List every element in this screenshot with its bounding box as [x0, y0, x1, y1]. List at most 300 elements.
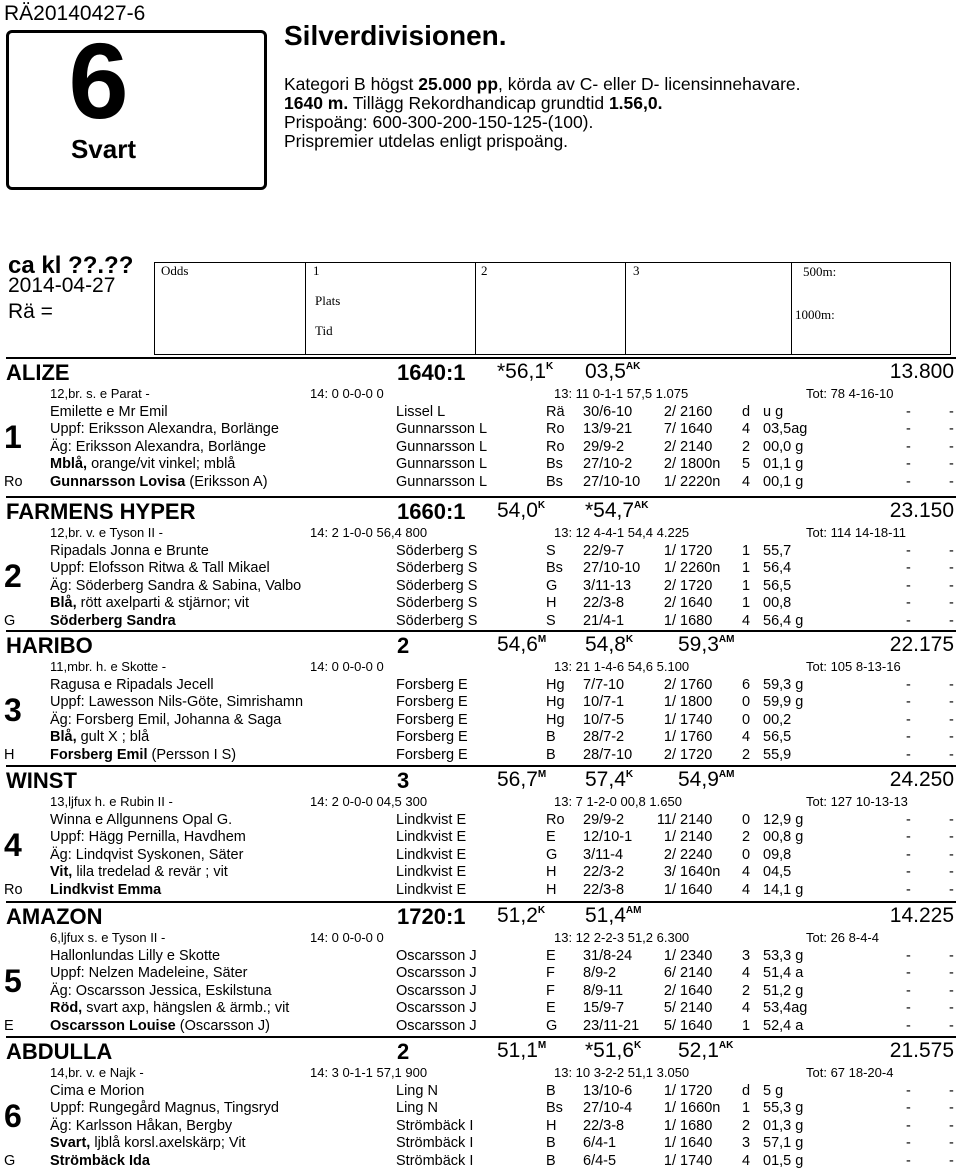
start-a: -	[906, 982, 911, 999]
horse-earnings: 21.575	[889, 1039, 954, 1062]
start-track: H	[546, 864, 557, 881]
start-time: 01,3 g	[763, 1117, 804, 1134]
start-b: -	[949, 747, 954, 763]
start-place: 1/	[663, 694, 676, 711]
start-track: S	[546, 613, 556, 629]
start-a: -	[906, 1135, 911, 1152]
start-place: 6/	[663, 965, 676, 982]
horse-record	[678, 633, 734, 657]
start-spar: 4	[742, 613, 751, 629]
text-segment: 1640 m.	[284, 93, 349, 113]
start-b: -	[949, 982, 954, 999]
start-time: 55,7	[763, 542, 792, 559]
text-segment: Gunnarsson Lovisa	[50, 474, 186, 490]
horse-record	[585, 633, 633, 657]
start-a: -	[906, 747, 911, 763]
start-trainer: Oscarsson J	[396, 982, 477, 999]
text-segment: Uppf: Eriksson Alexandra, Borlänge	[50, 421, 279, 438]
text-segment: Hallonlundas Lilly e Skotte	[50, 947, 221, 964]
start-place: 2/	[663, 846, 676, 863]
start-date: 12/10-1	[583, 829, 633, 846]
start-time: 00,0 g	[763, 438, 804, 455]
start-trainer: Söderberg S	[396, 542, 478, 559]
record-time: *54,7	[585, 499, 635, 522]
start-b: -	[949, 421, 954, 438]
record-time: 57,4	[585, 768, 626, 791]
start-track: Bs	[546, 1100, 563, 1117]
start-date: 22/9-7	[583, 542, 625, 559]
horse-name: ALIZE	[6, 360, 70, 385]
start-trainer: Lindkvist E	[396, 811, 467, 828]
start-spar: 5	[742, 456, 751, 473]
start-b: -	[949, 1117, 954, 1134]
start-place: 2/	[663, 595, 676, 612]
odds-divider	[305, 263, 306, 354]
text-segment: (Oscarsson J)	[175, 1018, 270, 1034]
text-segment: (Persson I S)	[147, 747, 237, 763]
start-trainer: Ling N	[396, 1100, 438, 1117]
start-b: -	[949, 613, 954, 629]
start-time: 00,1 g	[763, 474, 804, 490]
start-track: Ro	[546, 421, 565, 438]
start-b: -	[949, 577, 954, 594]
start-place: 1/	[663, 711, 676, 728]
start-dist: 1800n	[680, 456, 721, 473]
text-segment: Emilette e Mr Emil	[50, 403, 168, 420]
horse-record	[497, 633, 546, 657]
text-segment: Ripadals Jonna e Brunte	[50, 542, 209, 559]
start-dist: 1720	[680, 542, 713, 559]
horse-record	[585, 904, 641, 928]
record-type: K	[537, 500, 546, 511]
start-a: -	[906, 882, 911, 898]
horse-detail-line	[50, 677, 214, 693]
start-spar: 0	[742, 711, 751, 728]
horse-detail-line	[50, 694, 303, 710]
text-segment: Kategori B högst	[284, 74, 419, 94]
start-spar: 1	[742, 1018, 751, 1034]
start-date: 7/7-10	[583, 676, 625, 693]
start-spar: 2	[742, 747, 751, 763]
horse-distance: 1660:1	[397, 499, 466, 524]
record-type: K	[625, 634, 634, 645]
start-a: -	[906, 1117, 911, 1134]
start-trainer: Strömbäck I	[396, 1153, 474, 1169]
race-time: ca kl ??.??	[8, 252, 134, 279]
start-a: -	[906, 676, 911, 693]
horse-detail-line	[50, 712, 281, 728]
odds-col-2: 2	[481, 263, 488, 278]
start-date: 22/3-8	[583, 882, 625, 898]
record-time: *51,6	[585, 1039, 635, 1062]
start-trainer: Oscarsson J	[396, 965, 477, 982]
horse-detail-line	[50, 1018, 270, 1034]
text-segment: 25.000 pp	[418, 74, 499, 94]
horse-age-sire: 12,br. s. e Parat -	[50, 386, 150, 401]
start-time: 55,3 g	[763, 1100, 804, 1117]
start-place: 2/	[663, 747, 676, 763]
start-date: 30/6-10	[583, 403, 633, 420]
text-segment: Blå,	[50, 595, 77, 612]
record-time: 54,8	[585, 633, 626, 656]
start-date: 28/7-10	[583, 747, 633, 763]
start-dist: 1760	[680, 676, 713, 693]
record-type: AM	[718, 769, 735, 780]
record-type: AK	[625, 361, 641, 372]
start-a: -	[906, 438, 911, 455]
odds-col-1: 1	[313, 263, 320, 278]
start-trainer: Strömbäck I	[396, 1135, 474, 1152]
start-time: 53,3 g	[763, 947, 804, 964]
race-number: 6	[68, 20, 127, 141]
horse-stats-2013: 13: 7 1-2-0 00,8 1.650	[554, 794, 682, 809]
record-type: AM	[625, 905, 642, 916]
text-segment: Uppf: Hägg Pernilla, Havdhem	[50, 829, 246, 846]
start-number: 1	[4, 419, 22, 456]
horse-stats-total: Tot: 78 4-16-10	[806, 386, 894, 401]
driver-district: E	[4, 1018, 14, 1034]
horse-record	[585, 499, 649, 523]
start-spar: 4	[742, 729, 751, 746]
start-a: -	[906, 947, 911, 964]
start-b: -	[949, 711, 954, 728]
start-spar: 2	[742, 829, 751, 846]
odds-col-3: 3	[633, 263, 640, 278]
start-number: 2	[4, 558, 22, 595]
start-spar: 1	[742, 1100, 751, 1117]
start-trainer: Forsberg E	[396, 729, 468, 746]
start-b: -	[949, 595, 954, 612]
start-a: -	[906, 1153, 911, 1169]
start-spar: 3	[742, 1135, 751, 1152]
start-b: -	[949, 694, 954, 711]
start-time: 00,8 g	[763, 829, 804, 846]
text-segment: Äg: Söderberg Sandra & Sabina, Valbo	[50, 577, 302, 594]
start-track: Hg	[546, 694, 565, 711]
start-place: 1/	[663, 613, 676, 629]
start-dist: 1680	[680, 613, 713, 629]
start-a: -	[906, 595, 911, 612]
record-time: 51,1	[497, 1039, 538, 1062]
condition-line	[284, 74, 801, 95]
start-place: 1/	[663, 1100, 676, 1117]
horse-record	[585, 1039, 641, 1063]
text-segment: Äg: Karlsson Håkan, Bergby	[50, 1117, 233, 1134]
horse-stats-2014: 14: 2 0-0-0 04,5 300	[310, 794, 428, 809]
start-dist: 1740	[680, 1153, 713, 1169]
start-time: 56,4 g	[763, 613, 804, 629]
horse-stats-total: Tot: 105 8-13-16	[806, 659, 901, 674]
horse-detail-line	[50, 1135, 246, 1151]
horse-detail-line	[50, 1000, 289, 1016]
record-type: M	[537, 1040, 547, 1051]
start-track: F	[546, 965, 555, 982]
driver-district: Ro	[4, 474, 23, 490]
start-date: 10/7-1	[583, 694, 625, 711]
start-track: G	[546, 1018, 558, 1034]
horse-stats-2013: 13: 11 0-1-1 57,5 1.075	[554, 386, 689, 401]
horse-detail-line	[50, 829, 246, 845]
start-spar: 0	[742, 846, 751, 863]
condition-line	[284, 112, 593, 133]
horse-detail-line	[50, 729, 149, 745]
start-b: -	[949, 438, 954, 455]
start-a: -	[906, 1100, 911, 1117]
start-spar: 2	[742, 1117, 751, 1134]
start-dist: 1640n	[680, 864, 721, 881]
start-place: 1/	[663, 729, 676, 746]
start-track: E	[546, 947, 556, 964]
start-track: Bs	[546, 474, 563, 490]
text-segment: svart axp, hängslen & ärmb.; vit	[82, 1000, 290, 1017]
horse-detail-line	[50, 578, 301, 594]
start-dist: 1720	[680, 1082, 713, 1099]
start-spar: 4	[742, 1000, 751, 1017]
start-dist: 1760	[680, 729, 713, 746]
start-date: 3/11-4	[583, 846, 624, 863]
horse-detail-line	[50, 983, 272, 999]
start-dist: 2260n	[680, 560, 721, 577]
start-track: Bs	[546, 560, 563, 577]
start-track: Bs	[546, 456, 563, 473]
start-track: H	[546, 595, 557, 612]
start-b: -	[949, 882, 954, 898]
start-trainer: Strömbäck I	[396, 1117, 474, 1134]
start-time: 00,2	[763, 711, 792, 728]
horse-stats-2014: 14: 2 1-0-0 56,4 800	[310, 525, 428, 540]
start-dist: 1640	[680, 1018, 713, 1034]
start-dist: 1720	[680, 577, 713, 594]
start-spar: 1	[742, 542, 751, 559]
horse-detail-line	[50, 560, 270, 576]
start-trainer: Forsberg E	[396, 694, 468, 711]
text-segment: Äg: Eriksson Alexandra, Borlänge	[50, 438, 267, 455]
start-track: H	[546, 1117, 557, 1134]
start-dist: 1640	[680, 982, 713, 999]
start-dist: 2140	[680, 829, 713, 846]
text-segment: Forsberg Emil	[50, 747, 148, 763]
start-trainer: Söderberg S	[396, 595, 478, 612]
start-time: 56,5	[763, 577, 792, 594]
start-place: 2/	[663, 577, 676, 594]
text-segment: lila tredelad & revär ; vit	[72, 864, 228, 881]
horse-stats-2013: 13: 12 4-4-1 54,4 4.225	[554, 525, 690, 540]
horse-name: AMAZON	[6, 904, 103, 929]
start-place: 3/	[663, 864, 676, 881]
horse-name: WINST	[6, 768, 77, 793]
horse-detail-line	[50, 1100, 279, 1116]
text-segment: Äg: Forsberg Emil, Johanna & Saga	[50, 711, 282, 728]
start-dist: 1800	[680, 694, 713, 711]
horse-detail-line	[50, 882, 161, 898]
start-number: 5	[4, 963, 22, 1000]
horse-divider	[6, 901, 956, 903]
horse-record	[678, 768, 734, 792]
start-b: -	[949, 864, 954, 881]
split-1000-label: 1000m:	[795, 307, 835, 322]
horse-detail-line	[50, 613, 176, 629]
horse-earnings: 24.250	[889, 768, 954, 791]
start-date: 31/8-24	[583, 947, 633, 964]
horse-detail-line	[50, 965, 247, 981]
start-time: 51,2 g	[763, 982, 804, 999]
start-spar: 4	[742, 474, 751, 490]
text-segment: Prispremier utdelas enligt prispoäng.	[284, 131, 569, 151]
start-time: 56,5	[763, 729, 792, 746]
horse-stats-2014: 14: 0 0-0-0 0	[310, 386, 384, 401]
record-time: 51,2	[497, 904, 538, 927]
race-ra: Rä =	[8, 300, 53, 323]
start-place: 1/	[663, 542, 676, 559]
driver-district: G	[4, 1153, 16, 1169]
start-track: B	[546, 1082, 556, 1099]
start-place: 1/	[663, 947, 676, 964]
race-date: 2014-04-27	[8, 274, 116, 297]
text-segment: Prispoäng: 600-300-200-150-125-(100).	[284, 112, 594, 132]
text-segment: Ragusa e Ripadals Jecell	[50, 676, 214, 693]
horse-stats-2014: 14: 0 0-0-0 0	[310, 930, 384, 945]
start-time: 59,3 g	[763, 676, 804, 693]
text-segment: Blå,	[50, 729, 77, 746]
start-place: 11/	[656, 811, 676, 828]
start-a: -	[906, 560, 911, 577]
start-date: 28/7-2	[583, 729, 625, 746]
start-track: Hg	[546, 711, 565, 728]
start-b: -	[949, 965, 954, 982]
horse-detail-line	[50, 1118, 232, 1134]
start-trainer: Lindkvist E	[396, 829, 467, 846]
horse-detail-line	[50, 421, 279, 437]
start-spar: 0	[742, 694, 751, 711]
start-track: H	[546, 882, 557, 898]
horse-age-sire: 6,ljfux s. e Tyson II -	[50, 930, 166, 945]
start-dist: 2140	[680, 1000, 713, 1017]
start-time: 01,1 g	[763, 456, 804, 473]
race-title: Silverdivisionen.	[284, 20, 507, 51]
start-a: -	[906, 1082, 911, 1099]
start-trainer: Gunnarsson L	[396, 438, 488, 455]
horse-stats-total: Tot: 67 18-20-4	[806, 1065, 894, 1080]
start-place: 1/	[663, 560, 676, 577]
horse-stats-2014: 14: 3 0-1-1 57,1 900	[310, 1065, 428, 1080]
start-a: -	[906, 1018, 911, 1034]
horse-age-sire: 12,br. v. e Tyson II -	[50, 525, 163, 540]
start-dist: 1640	[680, 1135, 713, 1152]
start-number: 6	[4, 1098, 22, 1135]
start-dist: 1660n	[680, 1100, 721, 1117]
start-date: 6/4-1	[583, 1135, 617, 1152]
horse-divider	[6, 496, 956, 498]
condition-line	[284, 93, 662, 114]
start-a: -	[906, 613, 911, 629]
start-dist: 1640	[680, 595, 713, 612]
start-trainer: Gunnarsson L	[396, 421, 488, 438]
text-segment: (Eriksson A)	[185, 474, 268, 490]
start-spar: 1	[742, 560, 751, 577]
start-trainer: Forsberg E	[396, 676, 468, 693]
record-time: 54,9	[678, 768, 719, 791]
start-trainer: Forsberg E	[396, 711, 468, 728]
start-track: B	[546, 1153, 556, 1169]
start-track: G	[546, 577, 558, 594]
text-segment: Äg: Oscarsson Jessica, Eskilstuna	[50, 982, 272, 999]
start-b: -	[949, 474, 954, 490]
plats-label: Plats	[315, 293, 341, 308]
start-time: 52,4 a	[763, 1018, 804, 1034]
start-time: 04,5	[763, 864, 792, 881]
start-date: 27/10-2	[583, 456, 633, 473]
horse-detail-line	[50, 543, 209, 559]
start-trainer: Forsberg E	[396, 747, 468, 763]
start-dist: 1640	[680, 882, 713, 898]
odds-divider	[791, 263, 792, 354]
horse-stats-total: Tot: 114 14-18-11	[806, 525, 906, 540]
start-trainer: Oscarsson J	[396, 947, 477, 964]
start-trainer: Ling N	[396, 1082, 438, 1099]
horse-age-sire: 13,ljfux h. e Rubin II -	[50, 794, 173, 809]
start-time: 12,9 g	[763, 811, 804, 828]
start-spar: 4	[742, 882, 751, 898]
start-a: -	[906, 1000, 911, 1017]
start-date: 8/9-11	[583, 982, 624, 999]
start-date: 22/3-8	[583, 595, 625, 612]
horse-record	[497, 499, 545, 523]
start-track: E	[546, 829, 556, 846]
record-time: 54,0	[497, 499, 538, 522]
start-date: 8/9-2	[583, 965, 617, 982]
text-segment: Strömbäck Ida	[50, 1153, 150, 1169]
start-b: -	[949, 403, 954, 420]
start-date: 22/3-2	[583, 864, 625, 881]
text-segment: Äg: Lindqvist Syskonen, Säter	[50, 846, 244, 863]
start-trainer: Oscarsson J	[396, 1018, 477, 1034]
start-place: 1/	[663, 1082, 676, 1099]
start-track: B	[546, 1135, 556, 1152]
start-track: Ro	[546, 438, 565, 455]
start-place: 1/	[663, 1117, 676, 1134]
start-a: -	[906, 846, 911, 863]
start-date: 23/11-21	[583, 1018, 640, 1034]
start-b: -	[949, 560, 954, 577]
start-time: u g	[763, 403, 784, 420]
record-time: 56,7	[497, 768, 538, 791]
horse-age-sire: 11,mbr. h. e Skotte -	[50, 659, 167, 674]
record-type: AK	[634, 500, 649, 511]
start-time: 51,4 a	[763, 965, 804, 982]
start-a: -	[906, 421, 911, 438]
start-b: -	[949, 811, 954, 828]
start-a: -	[906, 577, 911, 594]
horse-earnings: 23.150	[889, 499, 954, 522]
start-trainer: Söderberg S	[396, 613, 478, 629]
start-date: 13/10-6	[583, 1082, 633, 1099]
text-segment: orange/vit vinkel; mblå	[87, 456, 236, 473]
record-type: K	[625, 769, 634, 780]
start-trainer: Söderberg S	[396, 560, 478, 577]
driver-district: Ro	[4, 882, 23, 898]
text-segment: gult X ; blå	[76, 729, 150, 746]
start-b: -	[949, 1018, 954, 1034]
horse-detail-line	[50, 847, 243, 863]
start-trainer: Oscarsson J	[396, 1000, 477, 1017]
horse-detail-line	[50, 404, 168, 420]
odds-divider	[625, 263, 626, 354]
record-type: K	[537, 905, 546, 916]
start-b: -	[949, 947, 954, 964]
record-type: AK	[718, 1040, 734, 1051]
horse-earnings: 14.225	[889, 904, 954, 927]
start-place: 2/	[663, 982, 676, 999]
